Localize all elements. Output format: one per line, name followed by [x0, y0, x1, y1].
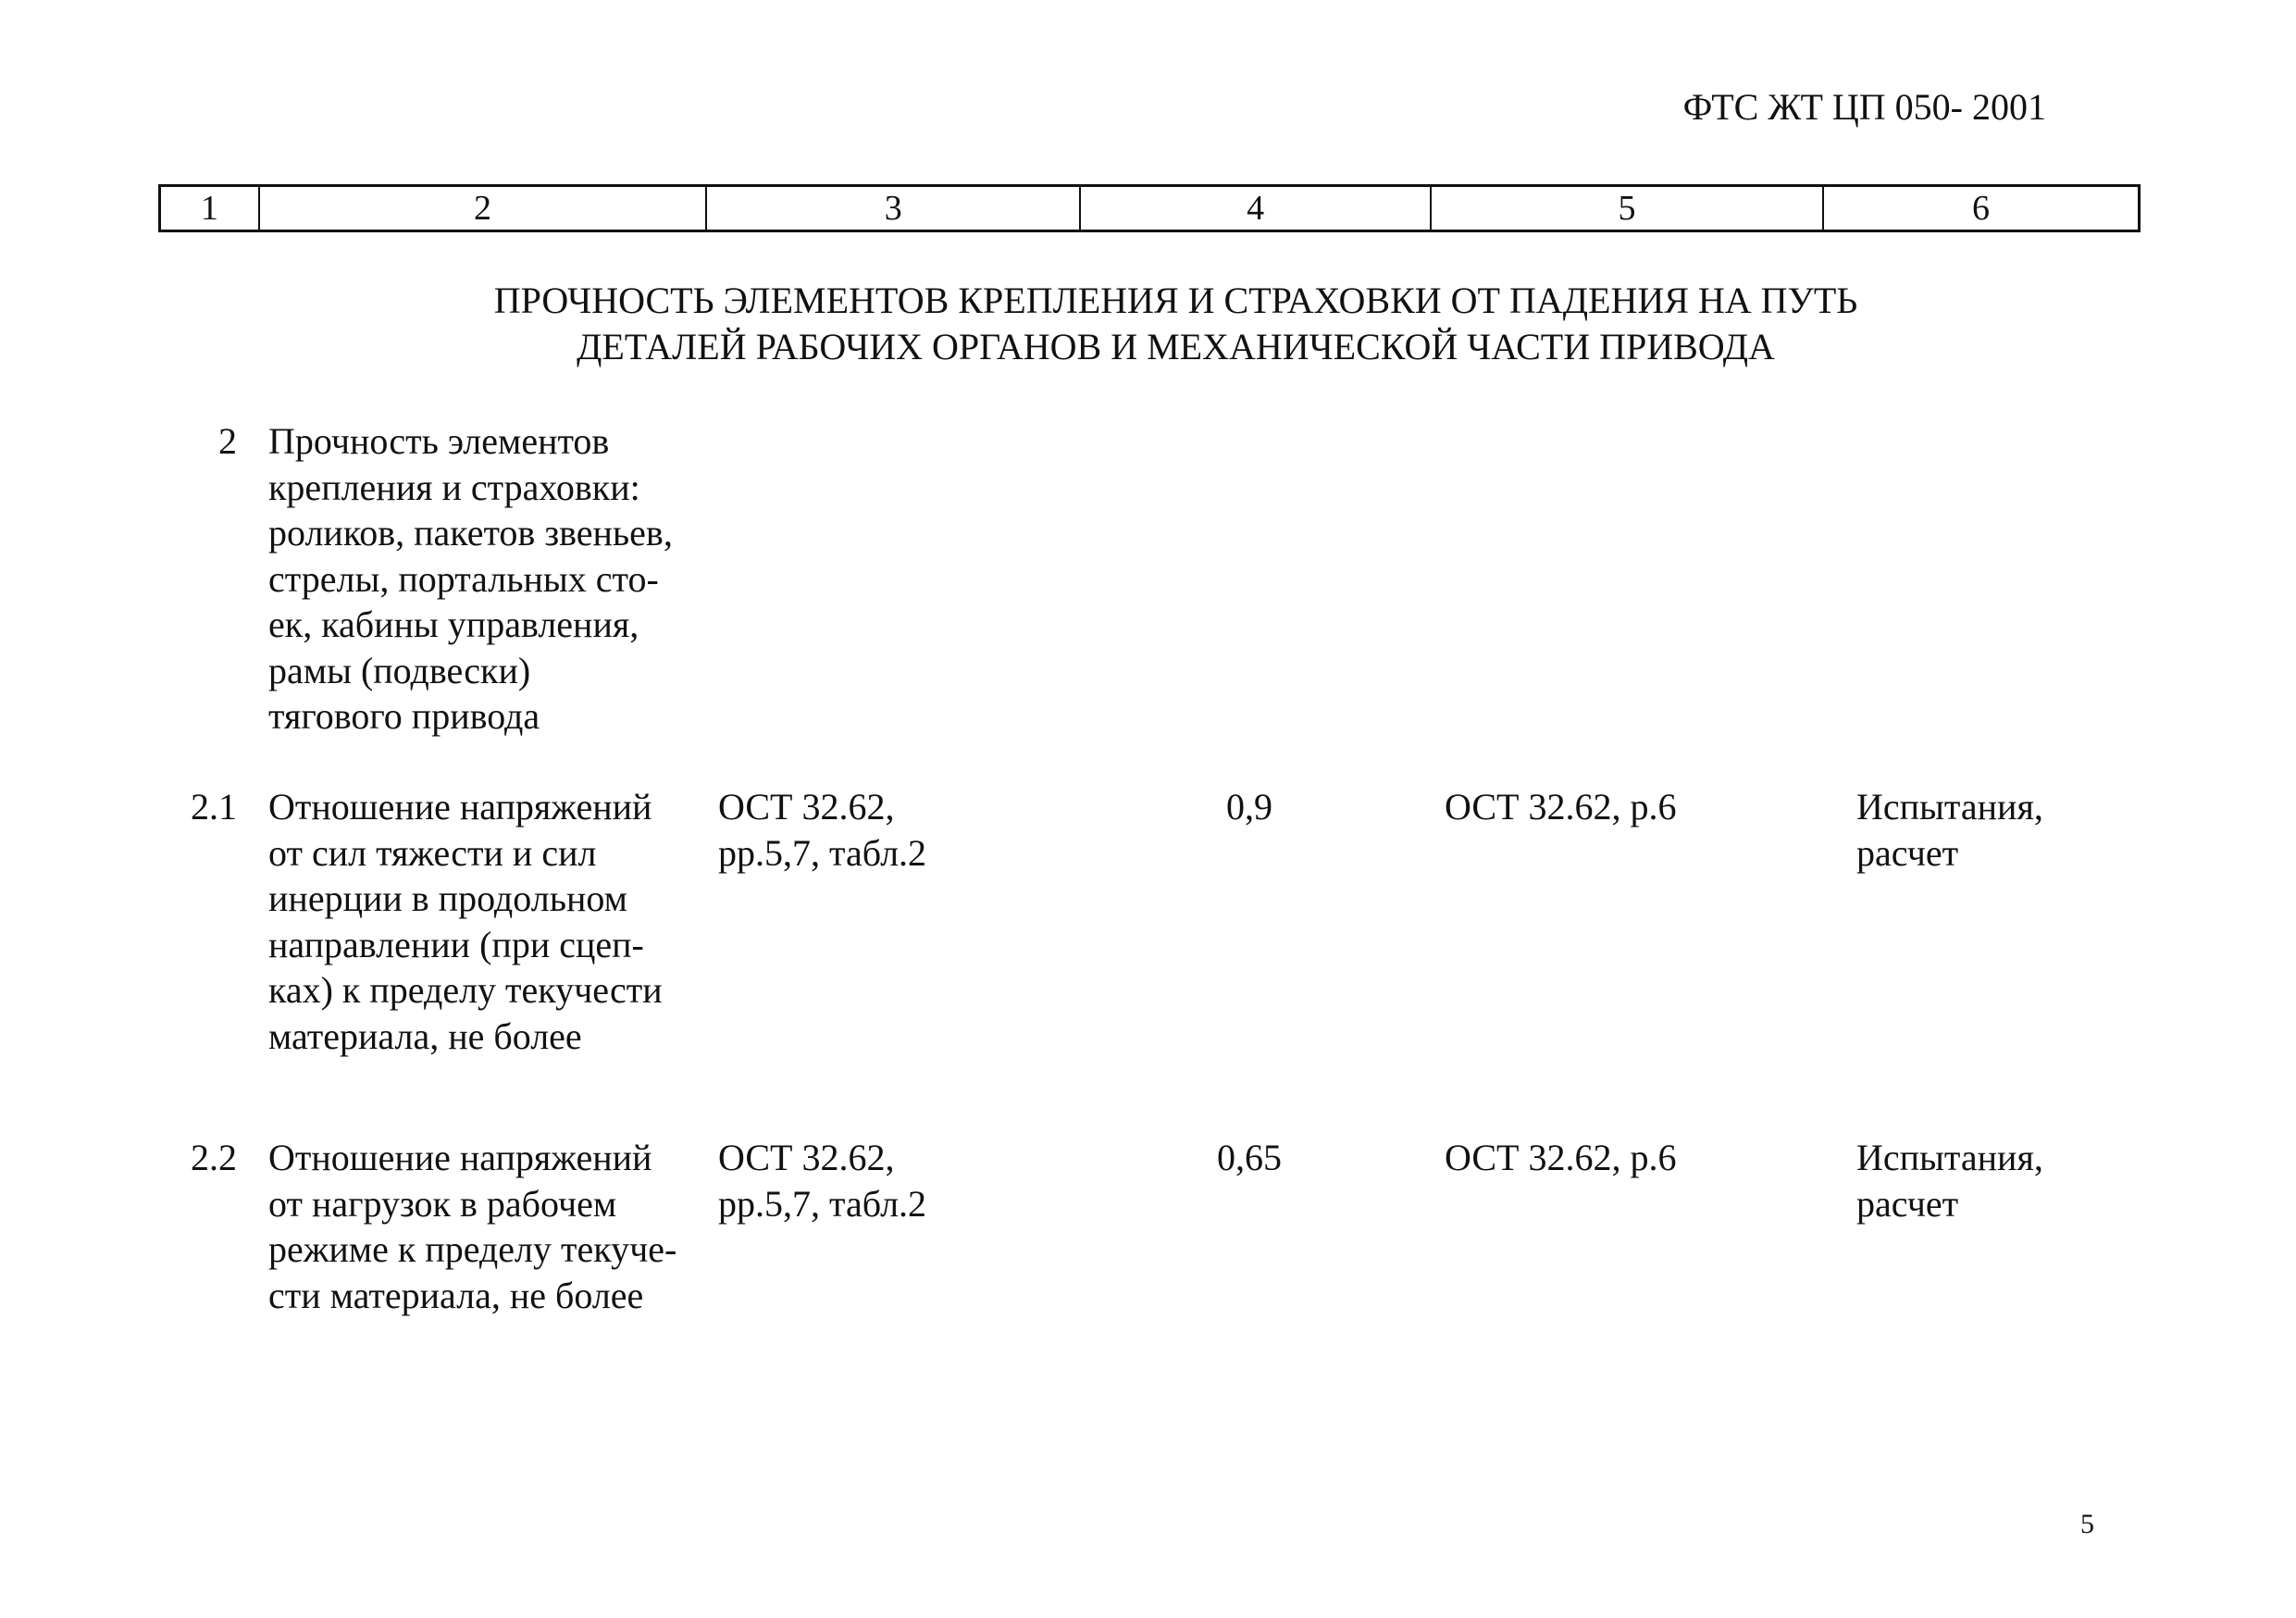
requirement-reference: ОСТ 32.62, рр.5,7, табл.2 [718, 1137, 927, 1225]
parameter-value: 0,65 [1217, 1137, 1282, 1178]
column-number-4: 4 [1081, 187, 1432, 230]
column-number-3: 3 [707, 187, 1081, 230]
parameter-name: Отношение напряжений от нагрузок в рабочем режиме к пределу текуче- сти материала, не более [268, 1137, 677, 1316]
row-number: 2.1 [191, 786, 237, 828]
document-code: ФТС ЖТ ЦП 050- 2001 [1682, 86, 2046, 128]
column-number-6: 6 [1971, 189, 1990, 228]
row-number: 2.2 [191, 1137, 237, 1178]
requirement-reference: ОСТ 32.62, рр.5,7, табл.2 [718, 786, 927, 874]
method-reference: ОСТ 32.62, р.6 [1445, 786, 1677, 828]
column-number-5: 5 [1432, 187, 1824, 230]
parameter-name: Отношение напряжений от сил тяжести и сил инерции в продольном направлении (при сцеп- ках) к пределу текучести материала, не более [268, 786, 663, 1057]
section-title [0, 278, 2296, 370]
verification-method: Испытания, расчет [1856, 786, 2043, 874]
section-title-line-2: ДЕТАЛЕЙ РАБОЧИХ ОРГАНОВ И МЕХАНИЧЕСКОЙ ЧАСТИ ПРИВОДА [577, 326, 1775, 367]
verification-method: Испытания, расчет [1856, 1137, 2043, 1225]
row-number: 2 [218, 420, 237, 462]
parameter-value: 0,9 [1226, 786, 1272, 828]
parameter-name: Прочность элементов крепления и страховки: роликов, пакетов звеньев, стрелы, портальных сто- ек, кабины управления, рамы (подвески) тягового привода [268, 420, 673, 737]
section-title-line-1: ПРОЧНОСТЬ ЭЛЕМЕНТОВ КРЕПЛЕНИЯ И СТРАХОВКИ ОТ ПАДЕНИЯ НА ПУТЬ [493, 280, 1858, 321]
method-reference: ОСТ 32.62, р.6 [1445, 1137, 1677, 1178]
page-number: 5 [2080, 1509, 2094, 1539]
column-number-1: 1 [161, 187, 260, 230]
column-number-header [158, 184, 2141, 232]
column-number-2: 2 [260, 187, 708, 230]
